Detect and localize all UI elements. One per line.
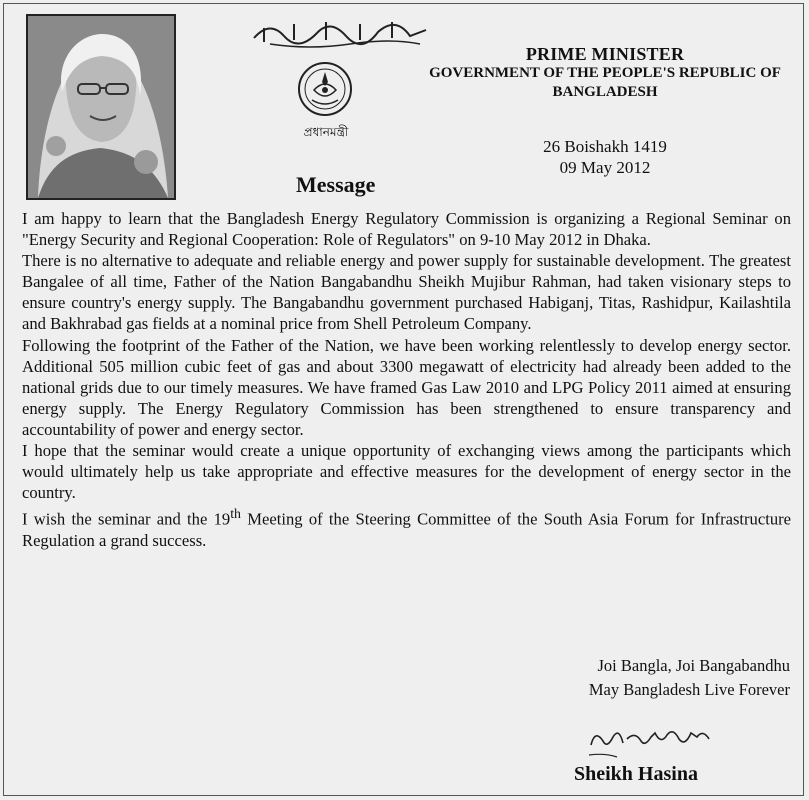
message-dates [530,136,680,178]
message-body [22,208,791,551]
ordinal-suffix: th [230,506,241,522]
emblem-caption: প্রধানমন্ত্রী [303,125,349,139]
message-heading: Message [296,172,376,197]
handwritten-signature [585,715,725,761]
date-gregorian: 09 May 2012 [559,158,651,177]
closing-line-2: May Bangladesh Live Forever [588,680,790,699]
prime-minister-portrait [26,14,176,200]
paragraph-1: I am happy to learn that the Bangladesh Energy Regulatory Commission is organizing a Regional Seminar on "Energy Security and Regional Cooperation: Role of Regulators" on 9-10 May 2012 in Dhaka. [22,209,791,250]
signatory-name: Sheikh Hasina [574,763,698,785]
date-bengali: 26 Boishakh 1419 [543,137,667,156]
paragraph-2: There is no alternative to adequate and reliable energy and power supply for sustainable development. The greatest Bangalee of all time, Father of the Nation Bangabandhu Sheikh Mujibur Rahman, had taken visionary steps to ensure country's energy supply. The Bangabandhu government purchased Habiganj, Titas, Rashidpur, Kailashtila and Bakhrabad gas fields at a nominal price from Shell Petroleum Company. [22,251,791,334]
paragraph-5 [22,503,791,551]
bismillah-calligraphy [250,10,430,50]
paragraph-3: Following the footprint of the Father of the Nation, we have been working relentlessly to develop energy sector. Additional 505 million cubic feet of gas and about 3300 megawatt of electricity had already been added to the national grids due to our timely measures. We have framed Gas Law 2010 and LPG Policy 2011 aimed at ensuring energy supply. The Energy Regulatory Commission has been strengthened to ensure transparency and accountability of power and energy sector. [22,335,791,439]
closing-salutation [520,654,790,702]
paragraph-5-start: I wish the seminar and the 19 [22,509,231,529]
paragraph-4: I hope that the seminar would create a unique opportunity of exchanging views among the participants which would ultimately help us take appropriate and effective measures for the development of energy sector in the country. [22,441,791,503]
government-line-1: GOVERNMENT OF THE PEOPLE'S REPUBLIC OF [429,65,781,81]
office-heading [420,44,790,102]
office-title: PRIME MINISTER [525,44,685,64]
government-line-2: BANGLADESH [552,84,658,100]
paragraph-5-end: Meeting of the Steering Committee of the South Asia Forum for Infrastructure Regulation a grand success. [22,509,792,550]
closing-line-1: Joi Bangla, Joi Bangabandhu [597,656,790,675]
national-emblem [296,60,354,118]
